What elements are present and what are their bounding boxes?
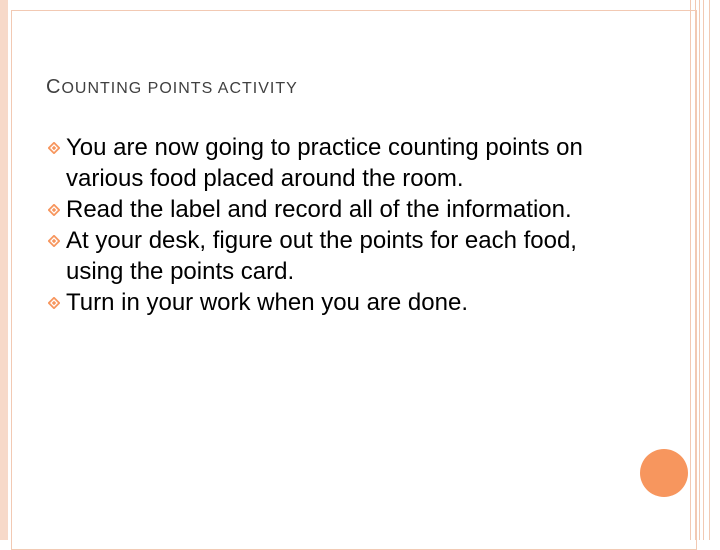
right-rail-line (699, 0, 700, 540)
left-decorative-rail (0, 0, 8, 540)
right-rail-line (695, 0, 696, 540)
bullet-text: Read the label and record all of the information. (66, 196, 572, 223)
bullet-text: At your desk, figure out the points for each food, using the points card. (66, 227, 577, 285)
right-rail-line (709, 0, 710, 540)
bullet-text: Turn in your work when you are done. (66, 289, 468, 316)
bullet-text: You are now going to practice counting points on various food placed around the room. (66, 134, 583, 192)
hollow-diamond-bullet-icon (48, 142, 60, 154)
right-decorative-rail (688, 0, 720, 540)
bullet-item (48, 194, 628, 225)
bullet-item (48, 225, 628, 287)
slide-title (46, 76, 298, 99)
bullet-item (48, 287, 628, 318)
bullet-item (48, 132, 628, 194)
hollow-diamond-bullet-icon (48, 235, 60, 247)
hollow-diamond-bullet-icon (48, 297, 60, 309)
right-rail-line (703, 0, 704, 540)
title-rest: OUNTING POINTS ACTIVITY (61, 80, 298, 97)
accent-circle (640, 449, 688, 497)
hollow-diamond-bullet-icon (48, 204, 60, 216)
right-rail-line (690, 0, 691, 540)
bullet-list (48, 132, 628, 318)
title-initial: C (46, 76, 62, 98)
